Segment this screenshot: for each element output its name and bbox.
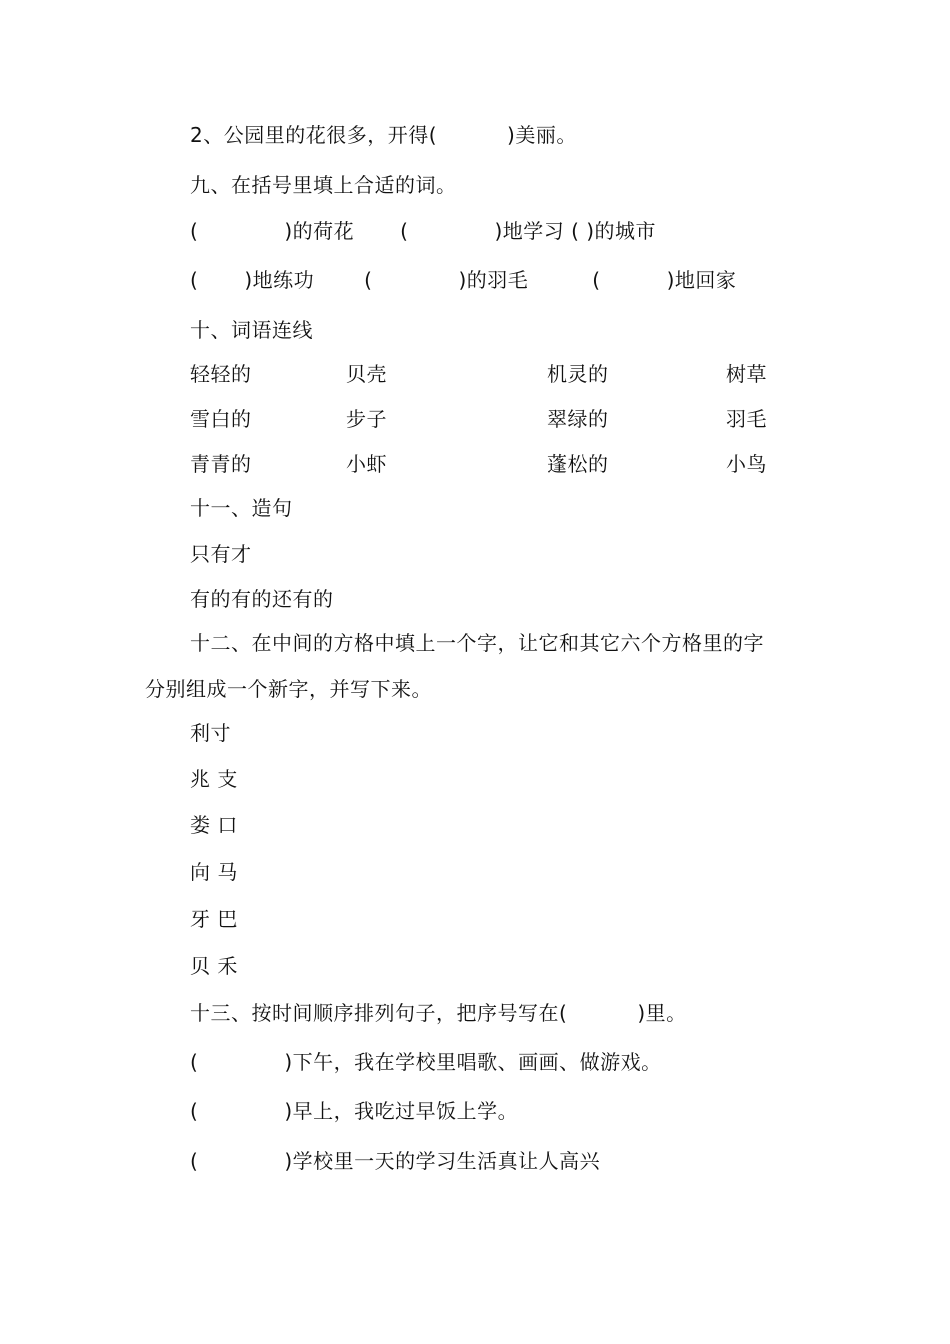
q9-row-2-c: )地回家 bbox=[666, 268, 737, 292]
q10-word: 机灵的 bbox=[547, 362, 609, 386]
q10-word: 小虾 bbox=[346, 452, 387, 476]
q10-word: 雪白的 bbox=[190, 407, 252, 431]
paren-open: ( bbox=[592, 268, 601, 292]
q13-item bbox=[190, 1049, 662, 1075]
q12-item: 向 马 bbox=[190, 860, 238, 884]
q13-item-text: )学校里一天的学习生活真让人高兴 bbox=[284, 1149, 601, 1173]
paren-open: ( bbox=[400, 219, 409, 243]
q10-word: 蓬松的 bbox=[547, 452, 609, 476]
q10-word: 树草 bbox=[726, 362, 767, 386]
paren-open: ( bbox=[190, 1050, 199, 1074]
q10-word: 小鸟 bbox=[726, 452, 767, 476]
q11-item: 有的有的还有的 bbox=[190, 587, 334, 611]
paren-open: ( bbox=[190, 268, 199, 292]
q13-title bbox=[190, 1000, 687, 1026]
q13-title-text: 十三、按时间顺序排列句子，把序号写在( bbox=[190, 1001, 568, 1025]
q12-title-line-2: 分别组成一个新字，并写下来。 bbox=[145, 677, 432, 701]
q12-item: 兆 支 bbox=[190, 767, 238, 791]
q12-item: 娄 口 bbox=[190, 813, 238, 837]
q10-word: 青青的 bbox=[190, 452, 252, 476]
q9-title: 九、在括号里填上合适的词。 bbox=[190, 173, 457, 197]
q9-row-1-b: )地学习 ( )的城市 bbox=[494, 219, 657, 243]
q13-item-text: )早上，我吃过早饭上学。 bbox=[284, 1099, 519, 1123]
q8-item-2-end: )美丽。 bbox=[507, 123, 577, 147]
q11-title: 十一、造句 bbox=[190, 496, 293, 520]
q13-item-text: )下午，我在学校里唱歌、画画、做游戏。 bbox=[284, 1050, 662, 1074]
paren-open: ( bbox=[190, 219, 199, 243]
q10-title: 十、词语连线 bbox=[190, 318, 313, 342]
q10-word: 步子 bbox=[346, 407, 387, 431]
q9-row-2-a: )地练功 bbox=[244, 268, 315, 292]
paren-open: ( bbox=[364, 268, 373, 292]
q9-row-2 bbox=[190, 267, 736, 293]
q8-item-2-text: 2、公园里的花很多，开得( bbox=[190, 123, 438, 147]
q13-item bbox=[190, 1148, 600, 1174]
q12-item: 利寸 bbox=[190, 721, 231, 745]
q10-word: 轻轻的 bbox=[190, 362, 252, 386]
q9-row-1-a: )的荷花 bbox=[284, 219, 355, 243]
q8-item-2 bbox=[190, 122, 577, 148]
q11-item: 只有才 bbox=[190, 542, 252, 566]
paren-open: ( bbox=[190, 1099, 199, 1123]
q9-row-2-b: )的羽毛 bbox=[458, 268, 529, 292]
q12-title-line-1: 十二、在中间的方格中填上一个字，让它和其它六个方格里的字 bbox=[190, 631, 764, 655]
q13-item bbox=[190, 1098, 518, 1124]
q10-word: 贝壳 bbox=[346, 362, 387, 386]
q10-word: 翠绿的 bbox=[547, 407, 609, 431]
q12-item: 牙 巴 bbox=[190, 907, 238, 931]
q9-row-1 bbox=[190, 218, 656, 244]
paren-open: ( bbox=[190, 1149, 199, 1173]
q13-title-end: )里。 bbox=[637, 1001, 687, 1025]
q12-item: 贝 禾 bbox=[190, 954, 238, 978]
q10-word: 羽毛 bbox=[726, 407, 767, 431]
